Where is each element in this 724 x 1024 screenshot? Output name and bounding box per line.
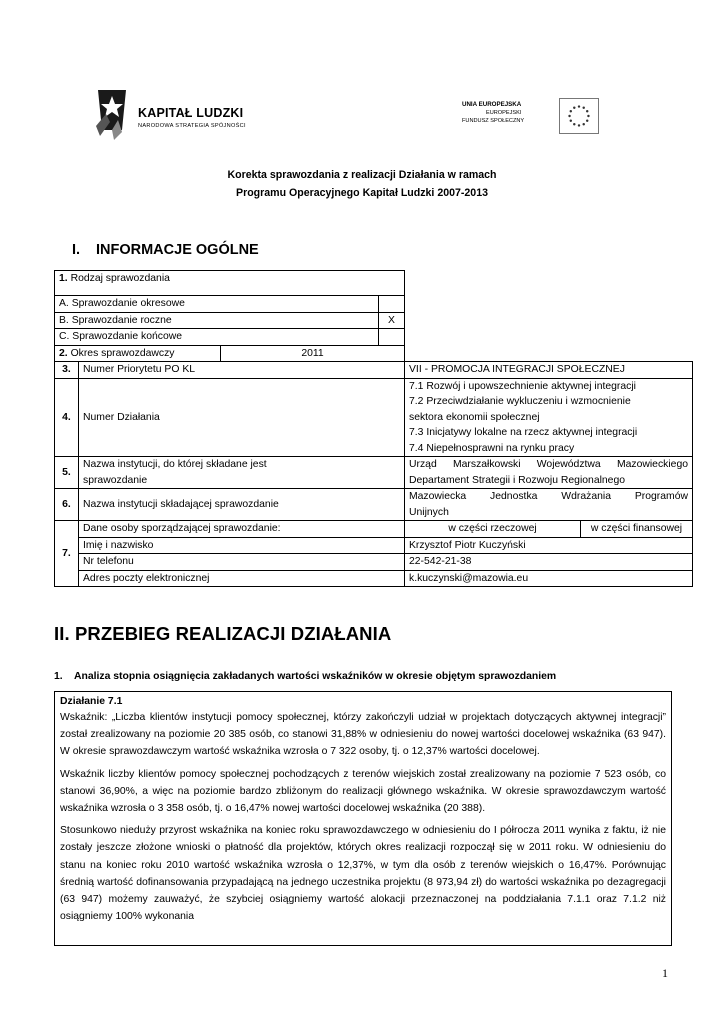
priority-number-label: Numer Priorytetu PO KL	[79, 362, 405, 379]
section-1-title: INFORMACJE OGÓLNE	[96, 242, 259, 258]
eu-logo-line3: FUNDUSZ SPOŁECZNY	[462, 118, 525, 124]
preparer-phone-label: Nr telefonu	[79, 554, 405, 571]
kapital-ludzki-emblem-icon	[92, 86, 132, 142]
row-5-number: 5.	[55, 457, 79, 489]
report-type-option-a: A. Sprawozdanie okresowe	[55, 296, 379, 313]
report-type-option-c-mark	[379, 329, 405, 346]
measure-7-4: 7.4 Niepełnosprawni na rynku pracy	[409, 442, 575, 454]
analysis-paragraph-1: Wskaźnik: „Liczba klientów instytucji pomocy społecznej, którzy zakończyli udział w projektach dotyczących aktywnej integracji” został zrealizowany na poziomie 20 385 osób, co stanowi 31,88% w odniesieniu do nowej wartości docelowej wskaźnika (63 947). W okresie sprawozdawczym wartość wskaźnika wzrosła o 7 322 osoby, tj. o 12,37% wartości docelowej.	[60, 712, 666, 758]
reporting-period-label: 2. Okres sprawozdawczy	[55, 345, 221, 362]
preparer-name-label: Imię i nazwisko	[79, 537, 405, 554]
logo-name: KAPITAŁ LUDZKI	[138, 106, 244, 120]
reporting-period-value: 2011	[221, 345, 405, 362]
preparer-email-value: k.kuczynski@mazowia.eu	[405, 570, 693, 587]
page-number: 1	[662, 966, 668, 980]
recipient-institution-value: Urząd Marszałkowski Województwa Mazowieckiego Departament Strategii i Rozwoju Regionalnego	[405, 457, 693, 489]
indicator-analysis-box	[54, 691, 672, 946]
subsection-1-heading	[54, 671, 556, 682]
preparer-email-label: Adres poczty elektronicznej	[79, 570, 405, 587]
eu-logo-line1: UNIA EUROPEJSKA	[462, 101, 522, 108]
preparer-substantive-part: w części rzeczowej	[405, 521, 581, 538]
measure-7-1: 7.1 Rozwój i upowszechnienie aktywnej integracji	[409, 380, 636, 392]
submitting-institution-label: Nazwa instytucji składającej sprawozdanie	[79, 489, 405, 521]
preparer-financial-part: w części finansowej	[581, 521, 693, 538]
row-3-number: 3.	[55, 362, 79, 379]
general-info-table	[54, 270, 693, 587]
analysis-paragraph-2: Wskaźnik liczby klientów pomocy społecznej pochodzących z terenów wiejskich został zrealizowany na poziomie 7 523 osób, co stanowi 36,90%, a więc na poziomie bardzo zbliżonym do realizacji głównego wskaźnika. W okresie sprawozdawczym wartość wskaźnika wzrosła o 3 358 osób, tj. o 16,47% nowej wartości docelowej wskaźnika (20 388).	[60, 768, 666, 815]
row-6-number: 6.	[55, 489, 79, 521]
preparer-phone-value: 22-542-21-38	[405, 554, 693, 571]
section-2-heading: II. PRZEBIEG REALIZACJI DZIAŁANIA	[54, 623, 392, 644]
report-type-option-c: C. Sprawozdanie końcowe	[55, 329, 379, 346]
section-1-number: I.	[72, 242, 81, 258]
measure-heading: Działanie 7.1	[60, 696, 123, 707]
subsection-1-number: 1.	[54, 671, 63, 682]
analysis-paragraph-3: Stosunkowo nieduży przyrost wskaźnika na koniec roku sprawozdawczego w odniesieniu do I półrocza 2011 wynika z faktu, iż nie zostały jeszcze złożone wnioski o płatność dla projektów, których okres realizacji rozpoczął się w 2011 roku. W odniesieniu do stanu na koniec roku 2010 wartość wskaźnika wzrosła o 12,37%, w tym dla osób z terenów wiejskich o 16,47%. Porównując średnią wartość dofinansowania przypadającą na jednego uczestnika projektu (8 973,94 zł) do wartości wskaźnika po dezagregacji (63 947) możemy zauważyć, że szybciej osiągniemy wartość alokacji przeznaczonej na poddziałania 7.1.1 oraz 7.1.2 niż osiągniemy 100% wykonania	[60, 825, 666, 923]
subsection-1-title: Analiza stopnia osiągnięcia zakładanych wartości wskaźników w okresie objętym sprawozdaniem	[74, 671, 557, 682]
measure-number-values	[405, 378, 693, 457]
measure-7-2: 7.2 Przeciwdziałanie wykluczeniu i wzmocnienie	[409, 396, 631, 407]
submitting-institution-value: Mazowiecka Jednostka Wdrażania Programów Unijnych	[405, 489, 693, 521]
measure-7-3: 7.3 Inicjatywy lokalne na rzecz aktywnej integracji	[409, 427, 638, 438]
section-1-heading	[72, 242, 259, 258]
measure-7-2-cont: sektora ekonomii społecznej	[409, 411, 540, 423]
preparer-data-label: Dane osoby sporządzającej sprawozdanie:	[79, 521, 405, 538]
preparer-name-value: Krzysztof Piotr Kuczyński	[405, 537, 693, 554]
report-type-option-a-mark	[379, 296, 405, 313]
document-title-line1: Korekta sprawozdania z realizacji Działania w ramach	[227, 169, 497, 181]
row-4-number: 4.	[55, 378, 79, 457]
kapital-ludzki-logo	[92, 86, 272, 142]
eu-logo-line2: EUROPEJSKI	[486, 110, 522, 116]
eu-logo	[456, 98, 600, 134]
recipient-institution-label: Nazwa instytucji, do której składane jest sprawozdanie	[79, 457, 405, 489]
report-type-option-b-mark: X	[379, 312, 405, 329]
report-type-option-b: B. Sprawozdanie roczne	[55, 312, 379, 329]
priority-number-value: VII - PROMOCJA INTEGRACJI SPOŁECZNEJ	[405, 362, 693, 379]
report-type-header: 1. Rodzaj sprawozdania	[55, 271, 405, 296]
document-title-line2: Programu Operacyjnego Kapitał Ludzki 2007-2013	[236, 187, 488, 199]
logo-subtitle: NARODOWA STRATEGIA SPÓJNOŚCI	[138, 123, 246, 129]
row-7-number: 7.	[55, 521, 79, 587]
eu-flag-icon	[559, 98, 599, 134]
measure-number-label: Numer Działania	[79, 378, 405, 457]
